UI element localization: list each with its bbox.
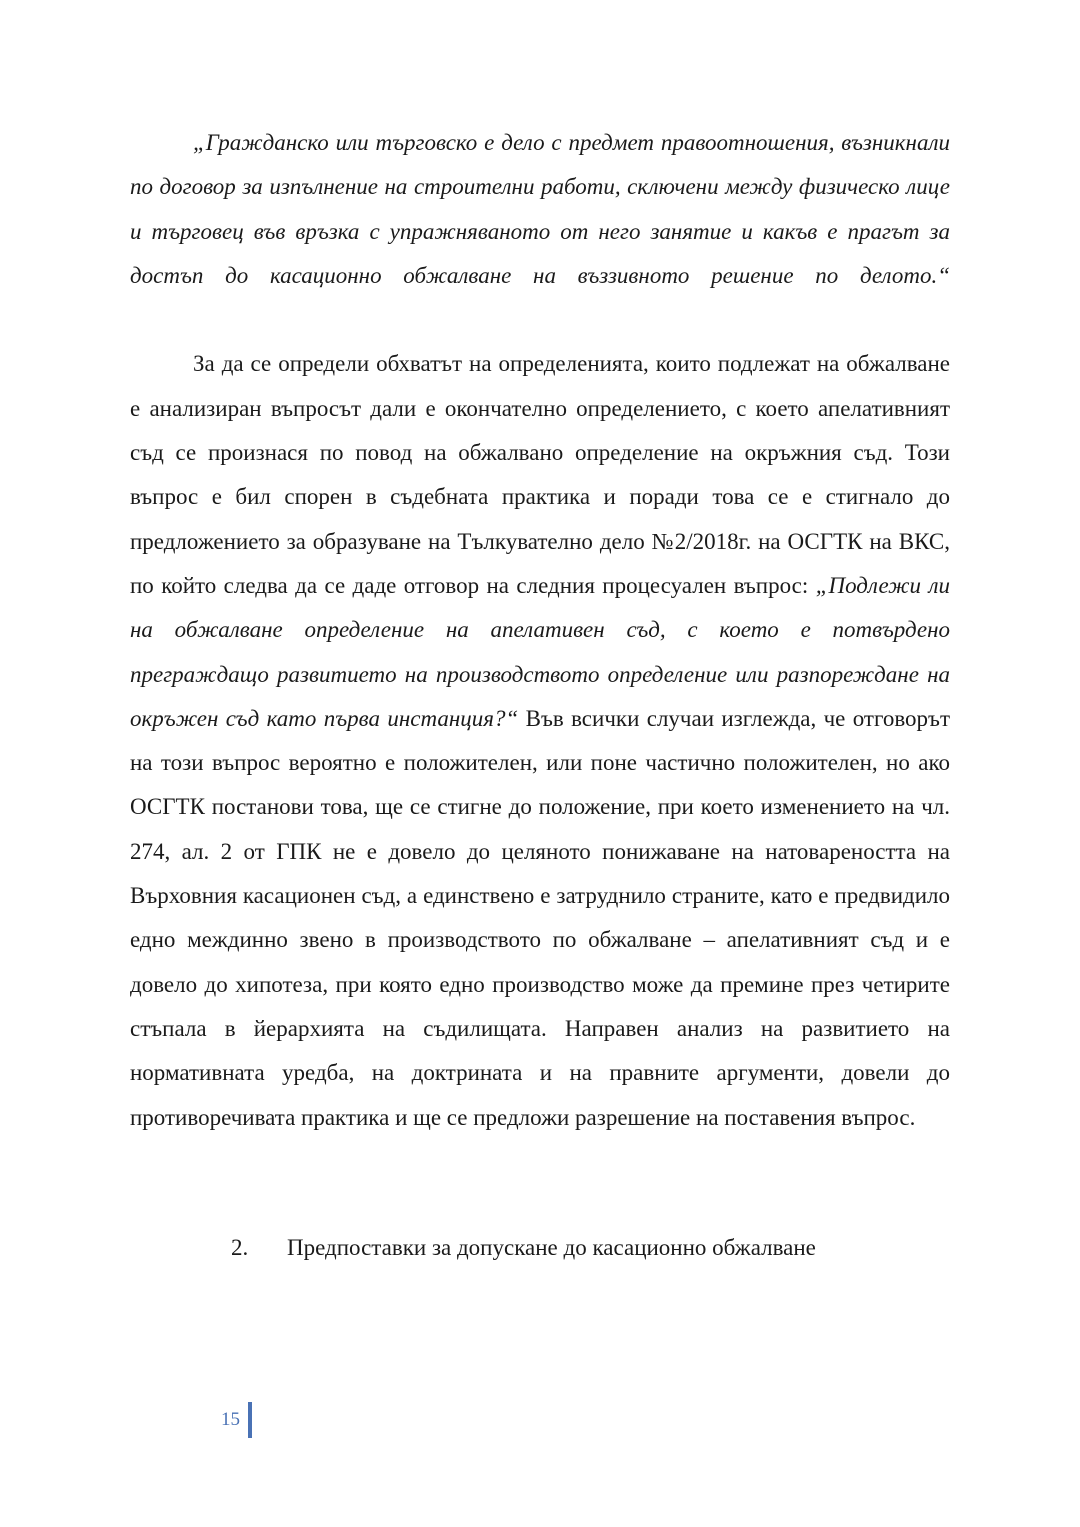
section-title: Предпоставки за допускане до касационно обжалване <box>287 1235 816 1260</box>
main-paragraph-part-1: За да се определи обхватът на определенията, които подлежат на обжалване е анализиран въпросът дали е окончателно определението, с което апелативният съд се произнася по повод на обжалвано определение на окръжния съд. Този въпрос е бил спорен в съдебната практика и поради това се е стигнало до предложението за образуване на Тълкувателно дело №2/2018г. на ОСГТК на ВКС, по който следва да се даде отговор на следния процесуален въпрос: <box>130 351 950 598</box>
main-paragraph-part-2: Във всички случаи изглежда, че отговорът на този въпрос вероятно е положителен, или поне частично положителен, но ако ОСГТК постанови това, ще се стигне до положение, при което изменението на чл. 274, ал. 2 от ГПК не е довело до целяното понижаване на натовареността на Върховния касационен съд, а единствено е затруднило страните, като е предвидило едно междинно звено в производството по обжалване – апелативният съд и е довело до хипотеза, при която едно производство може да премине през четирите стъпала в йерархията на съдилищата. Направен анализ на развитието на нормативната уредба, на доктрината и на правните аргументи, довели до противоречивата практика и ще се предложи разрешение на поставения въпрос. <box>130 705 950 1130</box>
section-heading <box>231 1226 816 1270</box>
page-number-divider <box>248 1402 252 1438</box>
inline-quote: „Подлежи ли на обжалване определение на апелативен съд, с което е потвърдено преграждащо развитието на производството определение или разпореждане на окръжен съд като първа инстанция?“ <box>130 572 950 731</box>
main-paragraph <box>130 342 950 1139</box>
section-number: 2. <box>231 1235 249 1260</box>
quote-paragraph: „Гражданско или търговско е дело с предмет правоотношения, възникнали по договор за изпълнение на строителни работи, сключени между физическо лице и търговец във връзка с упражняваното от него занятие и какъв е прагът за достъп до касационно обжалване на въззивното решение по делото.“ <box>130 130 950 288</box>
body-text <box>130 121 950 1140</box>
page-number: 15 <box>221 1409 240 1430</box>
